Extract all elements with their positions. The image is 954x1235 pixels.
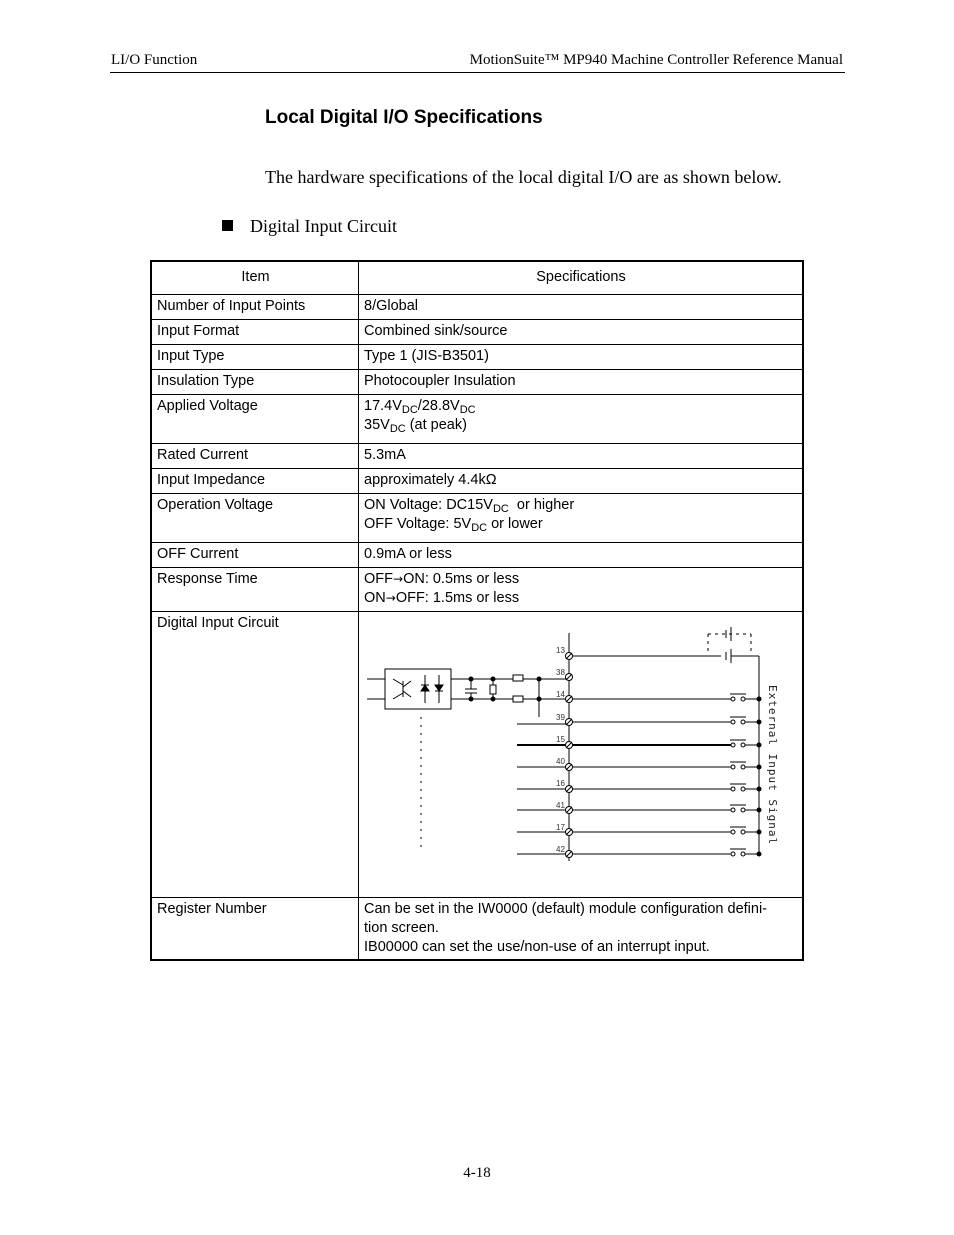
col-header-spec: Specifications xyxy=(359,261,804,295)
header-rule xyxy=(110,72,845,73)
table-row xyxy=(151,295,803,320)
row-spec xyxy=(359,395,804,444)
digital-input-circuit-diagram xyxy=(359,609,803,893)
col-header-item: Item xyxy=(151,261,359,295)
response-on-off: ON→OFF: 1.5ms or less xyxy=(364,590,520,606)
pin-label: 38 xyxy=(556,668,565,677)
row-spec: Combined sink/source xyxy=(359,320,804,345)
switch-rows xyxy=(569,694,761,856)
intro-text: The hardware specifications of the local digital I/O are as shown below. xyxy=(265,167,782,187)
row-item: Register Number xyxy=(151,898,359,961)
row-spec: 0.9mA or less xyxy=(359,543,804,568)
row-item: Rated Current xyxy=(151,444,359,469)
pin-label: 39 xyxy=(556,713,565,722)
row-item: Input Impedance xyxy=(151,469,359,494)
register-line: tion screen. xyxy=(364,920,439,936)
pin-label: 41 xyxy=(556,801,565,810)
section-title: Local Digital I/O Specifications xyxy=(265,107,543,128)
row-item: Input Format xyxy=(151,320,359,345)
table-row xyxy=(151,345,803,370)
pin-label: 16 xyxy=(556,779,565,788)
row-spec: 5.3mA xyxy=(359,444,804,469)
row-item: OFF Current xyxy=(151,543,359,568)
row-spec: 8/Global xyxy=(359,295,804,320)
table-row xyxy=(151,568,803,612)
on-voltage: ON Voltage: $DC15V_{DC}$ or higher xyxy=(364,497,575,515)
applied-voltage-peak: $35V_{DC}$ (at peak) xyxy=(364,417,467,435)
external-input-signal-label: External Input Signal xyxy=(766,685,779,846)
row-item: Insulation Type xyxy=(151,370,359,395)
row-item: Number of Input Points xyxy=(151,295,359,320)
pin-label: 15 xyxy=(556,735,565,744)
response-off-on: OFF→ON: 0.5ms or less xyxy=(364,571,520,587)
table-row xyxy=(151,370,803,395)
table-row xyxy=(151,898,803,961)
pin-label: 17 xyxy=(556,823,565,832)
pin-label: 14 xyxy=(556,690,565,699)
row-spec xyxy=(359,494,804,543)
row-item: Response Time xyxy=(151,568,359,612)
applied-voltage-range: $17.4V_{DC}/28.8V_{DC}$ xyxy=(364,398,476,416)
table-row xyxy=(151,494,803,543)
table-row xyxy=(151,320,803,345)
bullet-square-icon xyxy=(222,220,233,231)
row-item: Applied Voltage xyxy=(151,395,359,444)
row-item: Operation Voltage xyxy=(151,494,359,543)
row-spec: Type 1 (JIS-B3501) xyxy=(359,345,804,370)
row-spec xyxy=(359,568,804,612)
row-spec: Photocoupler Insulation xyxy=(359,370,804,395)
table-row xyxy=(151,444,803,469)
row-item: Digital Input Circuit xyxy=(151,612,359,898)
header-manual-title: MotionSuite™ MP940 Machine Controller Reference Manual xyxy=(469,52,843,68)
row-item: Input Type xyxy=(151,345,359,370)
register-line: Can be set in the IW0000 (default) module configuration defini- xyxy=(364,901,768,917)
row-spec: approximately 4.4kΩ xyxy=(359,469,804,494)
header-section: LI/O Function xyxy=(111,52,198,68)
table-row xyxy=(151,543,803,568)
table-row xyxy=(151,469,803,494)
register-line: IB00000 can set the use/non-use of an interrupt input. xyxy=(364,939,710,955)
off-voltage: OFF Voltage: $5V_{DC}$ or lower xyxy=(364,516,543,534)
arrow-right-icon: → xyxy=(393,572,404,586)
table-row xyxy=(151,395,803,444)
page-number: 4-18 xyxy=(463,1165,491,1181)
pin-label: 40 xyxy=(556,757,565,766)
row-spec xyxy=(359,898,804,961)
pin-label: 13 xyxy=(556,646,565,655)
pin-label: 42 xyxy=(556,845,565,854)
subheading: Digital Input Circuit xyxy=(250,216,397,236)
arrow-right-icon: → xyxy=(385,591,396,605)
photocoupler-box xyxy=(385,669,451,709)
